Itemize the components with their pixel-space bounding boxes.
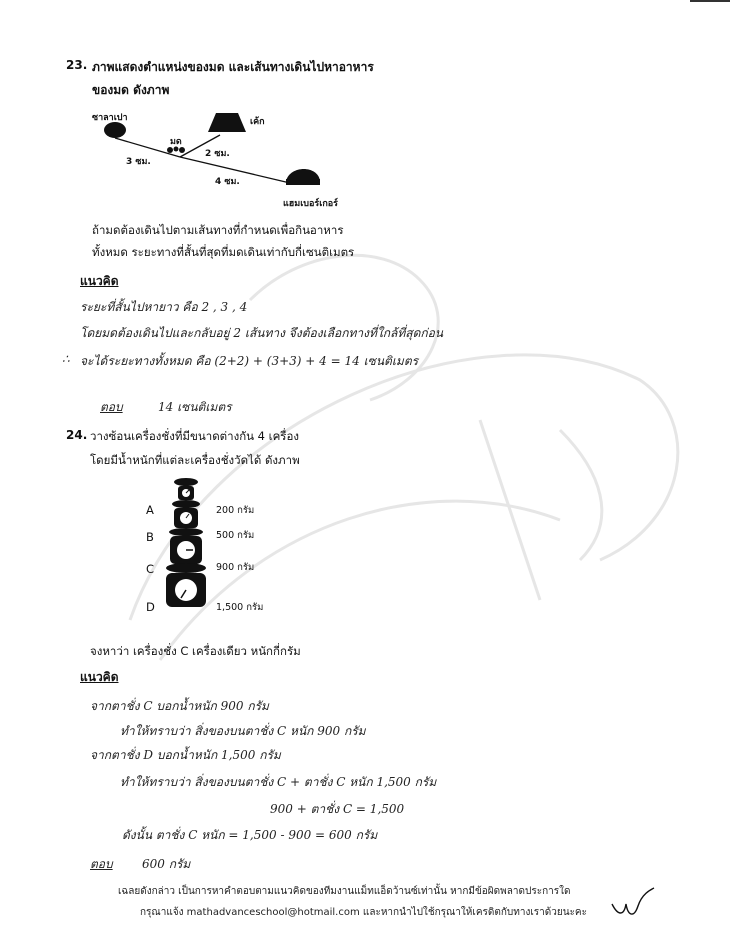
salapao-shape — [104, 122, 126, 138]
q23-work2: โดยมดต้องเดินไปและกลับอยู่ 2 เส้นทาง จึงต้องเลือกทางที่ใกล้ที่สุดก่อน — [80, 326, 444, 340]
q24-work5: 900 + ตาชั่ง C = 1,500 — [270, 802, 405, 816]
scale-d-letter: D — [146, 600, 155, 614]
scale-c-icon — [169, 528, 203, 564]
scale-b-weight: 500 กรัม — [216, 530, 255, 541]
scale-c-letter: C — [146, 562, 155, 576]
q23-answer-label: ตอบ — [100, 400, 123, 414]
label-cake: เค้ก — [250, 117, 265, 127]
q24-work3: จากตาชั่ง D บอกน้ำหนัก 1,500 กรัม — [90, 748, 281, 762]
cake-shape — [208, 113, 246, 132]
corner-mark — [690, 0, 730, 2]
q23-question1: ถ้ามดต้องเดินไปตามเส้นทางที่กำหนดเพื่อกินอาหาร — [92, 223, 344, 237]
label-ant: มด — [170, 137, 182, 147]
q23-work3: จะได้ระยะทางทั้งหมด คือ (2+2) + (3+3) + 4 = 14 เซนติเมตร — [80, 354, 419, 368]
q23-work1: ระยะที่สั้นไปหายาว คือ 2 , 3 , 4 — [80, 300, 248, 314]
scale-c-weight: 900 กรัม — [216, 562, 255, 573]
q24-method-label: แนวคิด — [80, 670, 119, 684]
footer-line2: กรุณาแจ้ง mathadvanceschool@hotmail.com และหากนำไปใช้กรุณาให้เครดิตกับทางเราด้วยนะคะ — [140, 907, 587, 918]
scale-d-icon — [166, 563, 206, 607]
q23-answer: 14 เซนติเมตร — [158, 400, 232, 414]
label-dist-cake: 2 ซม. — [205, 149, 230, 159]
q24-work6: ดังนั้น ตาชั่ง C หนัก = 1,500 - 900 = 600 กรัม — [122, 828, 378, 842]
label-hamburger: แฮมเบอร์เกอร์ — [283, 199, 339, 209]
scale-a-letter: A — [146, 503, 154, 517]
label-dist-salapao: 3 ซม. — [126, 157, 151, 167]
scale-b-letter: B — [146, 530, 154, 544]
q24-line1: วางซ้อนเครื่องชั่งที่มีขนาดต่างกัน 4 เครื่อง — [90, 429, 299, 443]
scale-b-icon — [172, 500, 200, 528]
q24-number: 24. — [66, 428, 88, 442]
scale-d-weight: 1,500 กรัม — [216, 602, 264, 613]
q24-work1: จากตาชั่ง C บอกน้ำหนัก 900 กรัม — [90, 699, 269, 713]
q24-work2: ทำให้ทราบว่า สิ่งของบนตาชั่ง C หนัก 900 กรัม — [120, 724, 366, 738]
q23-line2: ของมด ดังภาพ — [92, 83, 170, 97]
q24-question: จงหาว่า เครื่องชั่ง C เครื่องเดียว หนักกี่กรัม — [90, 644, 301, 658]
footer-line1: เฉลยดังกล่าว เป็นการหาคำตอบตามแนวคิดของทีมงานแม็ทแอ็ดว้านซ์เท่านั้น หากมีข้อผิดพลาดประการใด — [118, 886, 571, 897]
label-dist-hamburger: 4 ซม. — [215, 177, 240, 187]
q23-method-label: แนวคิด — [80, 274, 119, 288]
q23-question2: ทั้งหมด ระยะทางที่สั้นที่สุดที่มดเดินเท่ากับกี่เซนติเมตร — [92, 245, 355, 259]
stacked-scales-diagram — [160, 474, 220, 624]
label-salapao: ซาลาเปา — [92, 113, 128, 123]
signature-mark — [608, 886, 658, 926]
q23-therefore: ∴ — [62, 352, 70, 366]
scale-a-icon — [174, 478, 198, 500]
q24-answer-label: ตอบ — [90, 857, 113, 871]
q23-number: 23. — [66, 58, 88, 72]
q23-line1: ภาพแสดงตำแหน่งของมด และเส้นทางเดินไปหาอาหาร — [92, 60, 374, 74]
scale-a-weight: 200 กรัม — [216, 505, 255, 516]
q24-answer: 600 กรัม — [142, 857, 191, 871]
q24-work4: ทำให้ทราบว่า สิ่งของบนตาชั่ง C + ตาชั่ง C หนัก 1,500 กรัม — [120, 775, 437, 789]
q24-line2: โดยมีน้ำหนักที่แต่ละเครื่องชั่งวัดได้ ดังภาพ — [90, 453, 300, 467]
